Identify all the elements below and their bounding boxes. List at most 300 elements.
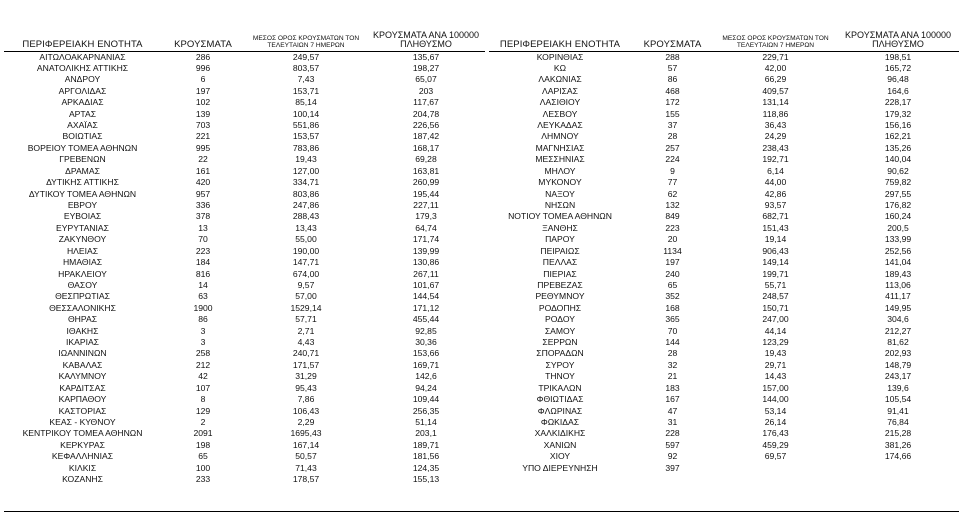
- cases-cell: 161: [195, 165, 211, 176]
- seven-day-average-cell: 42,86: [764, 188, 787, 199]
- table-row: [4, 200, 485, 211]
- per-100k-column-header: ΚΡΟΥΣΜΑΤΑ ΑΝΑ 100000 ΠΛΗΘΥΣΜΟ: [845, 29, 951, 50]
- table-row: [4, 291, 485, 302]
- seven-day-average-cell: 19,43: [295, 154, 317, 165]
- seven-day-average-cell: 149,14: [762, 257, 789, 268]
- cases-cell: 42: [198, 371, 208, 382]
- seven-day-average-cell: 7,86: [297, 394, 315, 405]
- per-100k-cell: 260,99: [412, 177, 440, 188]
- right-table-header: [489, 24, 959, 51]
- seven-day-average-cell: 1695,43: [290, 428, 322, 439]
- cases-cell: 100: [195, 462, 211, 473]
- seven-day-average-cell: 57,00: [295, 291, 317, 302]
- cases-cell: 167: [665, 394, 680, 405]
- seven-day-average-cell: 55,00: [295, 234, 317, 245]
- table-row: [489, 166, 959, 177]
- cases-cell: 221: [195, 131, 211, 142]
- table-row: [489, 177, 959, 188]
- cases-cell: 31: [667, 417, 678, 427]
- seven-day-average-cell: 66,29: [764, 74, 787, 85]
- seven-day-average-cell: 2,71: [297, 325, 315, 336]
- table-row: [489, 314, 959, 325]
- table-row: [489, 428, 959, 439]
- cases-cell: 597: [665, 439, 680, 450]
- region-cell: ΚΩ: [553, 62, 567, 73]
- cases-cell: 184: [195, 257, 211, 268]
- seven-day-average-cell: 199,71: [762, 268, 789, 279]
- seven-day-average-cell: 147,71: [292, 257, 320, 268]
- cases-cell: 703: [195, 120, 211, 131]
- cases-cell: 336: [195, 199, 211, 210]
- per-100k-cell: 195,44: [412, 188, 440, 199]
- table-row: [4, 257, 485, 268]
- table-row: [489, 383, 959, 394]
- region-cell: ΚΕΑΣ - ΚΥΘΝΟΥ: [49, 417, 116, 427]
- region-cell: ΦΛΩΡΙΝΑΣ: [537, 405, 583, 416]
- region-cell: ΛΑΚΩΝΙΑΣ: [538, 74, 582, 85]
- seven-day-average-cell: 57,71: [295, 314, 317, 325]
- per-100k-cell: 179,32: [884, 108, 912, 119]
- table-row: [4, 154, 485, 165]
- table-row: [489, 360, 959, 371]
- region-cell: ΙΚΑΡΙΑΣ: [65, 337, 99, 348]
- per-100k-cell: 304,6: [887, 314, 909, 325]
- table-row: [489, 394, 959, 405]
- cases-cell: 65: [198, 451, 208, 462]
- region-cell: ΚΕΦΑΛΛΗΝΙΑΣ: [51, 451, 114, 462]
- per-100k-cell: 198,51: [884, 51, 912, 62]
- table-row: [489, 371, 959, 382]
- table-row: [4, 246, 485, 257]
- table-row: [4, 131, 485, 142]
- cases-cell: 288: [665, 51, 680, 62]
- per-100k-cell: 169,71: [412, 359, 440, 370]
- per-100k-column-header: ΚΡΟΥΣΜΑΤΑ ΑΝΑ 100000 ΠΛΗΘΥΣΜΟ: [373, 29, 479, 50]
- table-row: [489, 406, 959, 417]
- cases-cell: 129: [195, 405, 211, 416]
- cases-cell: 8: [200, 394, 206, 405]
- seven-day-average-cell: 95,43: [295, 382, 317, 393]
- table-row: [4, 269, 485, 280]
- cases-cell: 132: [665, 199, 680, 210]
- table-row: [489, 63, 959, 74]
- cases-cell: 365: [665, 314, 680, 325]
- per-100k-cell: 113,06: [885, 279, 911, 290]
- region-cell: ΠΕΙΡΑΙΩΣ: [540, 245, 580, 256]
- per-100k-cell: 227,11: [413, 199, 439, 210]
- table-row: [489, 257, 959, 268]
- region-cell: ΠΑΡΟΥ: [545, 234, 575, 245]
- cases-cell: 21: [667, 371, 678, 382]
- region-cell: ΝΑΞΟΥ: [545, 188, 575, 199]
- seven-day-average-cell: 19,14: [764, 234, 787, 245]
- seven-day-average-cell: 55,71: [764, 279, 787, 290]
- per-100k-cell: 142,6: [415, 371, 437, 382]
- table-row: [4, 51, 485, 63]
- per-100k-cell: 96,48: [887, 74, 909, 85]
- table-bottom-rule: [4, 511, 959, 512]
- region-cell: ΣΕΡΡΩΝ: [542, 337, 578, 348]
- cases-cell: 212: [195, 359, 211, 370]
- table-row: [489, 109, 959, 120]
- region-cell: ΑΡΓΟΛΙΔΑΣ: [58, 85, 107, 96]
- seven-day-average-cell: 248,57: [762, 291, 789, 302]
- region-column-header: ΠΕΡΙΦΕΡΕΙΑΚΗ ΕΝΟΤΗΤΑ: [499, 38, 621, 50]
- region-cell: ΞΑΝΘΗΣ: [542, 222, 578, 233]
- table-row: [489, 440, 959, 451]
- cases-cell: 352: [665, 291, 680, 302]
- seven-day-average-cell: 288,43: [292, 211, 320, 222]
- table-row: [489, 211, 959, 222]
- seven-day-average-cell: 144,00: [762, 394, 789, 405]
- region-cell: ΓΡΕΒΕΝΩΝ: [59, 154, 106, 165]
- table-row: [4, 463, 485, 474]
- table-row: [489, 303, 959, 314]
- cases-cell: 168: [665, 302, 680, 313]
- region-cell: ΚΑΒΑΛΑΣ: [62, 359, 103, 370]
- per-100k-cell: 109,44: [412, 394, 440, 405]
- per-100k-cell: 101,67: [412, 279, 440, 290]
- seven-day-average-cell: 36,43: [764, 120, 787, 131]
- seven-day-average-cell: 6,14: [767, 165, 784, 176]
- per-100k-cell: 179,3: [415, 211, 437, 222]
- cases-cell: 224: [665, 154, 680, 165]
- cases-cell: 14: [198, 279, 208, 290]
- per-100k-cell: 91,41: [887, 405, 909, 416]
- table-row: [4, 428, 485, 439]
- per-100k-cell: 171,74: [412, 234, 440, 245]
- region-cell: ΑΝΔΡΟΥ: [64, 74, 101, 85]
- per-100k-cell: 153,66: [412, 348, 440, 359]
- region-cell: ΝΗΣΩΝ: [544, 199, 576, 210]
- cases-cell: 28: [667, 348, 678, 359]
- cases-cell: 102: [195, 97, 211, 108]
- region-cell: ΤΗΝΟΥ: [545, 371, 575, 382]
- seven-day-average-cell: 24,29: [764, 131, 787, 142]
- per-100k-cell: 94,24: [415, 382, 437, 393]
- seven-day-average-cell: 674,00: [292, 268, 320, 279]
- region-cell: ΡΕΘΥΜΝΟΥ: [535, 291, 585, 302]
- cases-cell: 258: [195, 348, 211, 359]
- seven-day-average-cell: 171,57: [292, 359, 320, 370]
- region-cell: ΑΡΚΑΔΙΑΣ: [61, 97, 104, 108]
- seven-day-average-cell: 247,86: [292, 199, 320, 210]
- cases-cell: 1134: [663, 245, 682, 256]
- seven-day-average-cell: 167,14: [292, 439, 320, 450]
- cases-cell: 47: [667, 405, 678, 416]
- cases-cell: 286: [195, 51, 211, 62]
- seven-day-average-cell: 240,71: [292, 348, 320, 359]
- region-cell: ΚΑΛΥΜΝΟΥ: [58, 371, 107, 382]
- table-row: [4, 109, 485, 120]
- region-cell: ΡΟΔΟΥ: [545, 314, 575, 325]
- per-100k-cell: 155,13: [412, 474, 440, 485]
- seven-day-average-cell: 803,86: [292, 188, 320, 199]
- table-row: [489, 417, 959, 428]
- region-cell: ΒΟΙΩΤΙΑΣ: [62, 131, 103, 142]
- seven-day-average-cell: 71,43: [295, 462, 317, 473]
- table-row: [489, 51, 959, 63]
- per-100k-cell: 135,67: [412, 51, 440, 62]
- seven-day-average-cell: 50,57: [295, 451, 317, 462]
- cases-cell: 32: [667, 359, 678, 370]
- seven-day-average-cell: 247,00: [762, 314, 789, 325]
- region-cell: ΦΩΚΙΔΑΣ: [540, 417, 580, 427]
- seven-day-average-cell: 459,29: [762, 439, 789, 450]
- cases-cell: 77: [667, 177, 678, 188]
- cases-cell: 420: [195, 177, 211, 188]
- region-cell: ΑΙΤΩΛΟΑΚΑΡΝΑΝΙΑΣ: [39, 51, 126, 62]
- per-100k-cell: 168,17: [412, 142, 440, 153]
- per-100k-cell: [837, 463, 959, 474]
- cases-cell: 37: [667, 120, 678, 131]
- per-100k-cell: 189,43: [884, 268, 912, 279]
- table-row: [4, 417, 485, 428]
- per-100k-cell: 203: [418, 85, 434, 96]
- region-cell: ΚΑΣΤΟΡΙΑΣ: [58, 405, 107, 416]
- table-row: [489, 131, 959, 142]
- seven-day-average-cell: 783,86: [292, 142, 320, 153]
- seven-day-average-cell: 29,71: [764, 359, 787, 370]
- table-row: [4, 383, 485, 394]
- table-row: [4, 440, 485, 451]
- per-100k-cell: 381,26: [884, 439, 912, 450]
- cases-cell: 240: [665, 268, 680, 279]
- seven-day-average-column-header: ΜΕΣΟΣ ΟΡΟΣ ΚΡΟΥΣΜΑΤΩΝ ΤΟΝ ΤΕΛΕΥΤΑΙΩΝ 7 ΗΜΕΡΩΝ: [252, 34, 360, 49]
- seven-day-average-cell: 1529,14: [290, 302, 322, 313]
- cases-cell: 223: [195, 245, 211, 256]
- cases-cell: 92: [667, 451, 678, 462]
- cases-cell: 172: [665, 97, 680, 108]
- seven-day-average-cell: 190,00: [292, 245, 320, 256]
- region-cell: ΑΡΤΑΣ: [68, 108, 97, 119]
- region-cell: ΧΙΟΥ: [549, 451, 571, 462]
- seven-day-average-cell: 2,29: [297, 417, 315, 427]
- cases-cell: 197: [195, 85, 211, 96]
- seven-day-average-cell: 153,57: [292, 131, 320, 142]
- region-cell: ΝΟΤΙΟΥ ΤΟΜΕΑ ΑΘΗΝΩΝ: [508, 211, 612, 222]
- cases-cell: 57: [667, 62, 678, 73]
- table-row: [4, 120, 485, 131]
- table-row: [4, 406, 485, 417]
- region-cell: ΛΕΥΚΑΔΑΣ: [537, 120, 583, 131]
- table-row: [489, 189, 959, 200]
- table-row: [4, 166, 485, 177]
- cases-cell: 2091: [193, 428, 213, 439]
- per-100k-cell: 163,81: [412, 165, 440, 176]
- cases-cell: 1900: [193, 302, 213, 313]
- per-100k-cell: 176,82: [884, 199, 912, 210]
- per-100k-cell: 130,86: [412, 257, 440, 268]
- cases-cell: 70: [667, 325, 678, 336]
- seven-day-average-cell: 9,57: [297, 279, 315, 290]
- seven-day-average-cell: 176,43: [762, 428, 789, 439]
- region-cell: ΛΑΣΙΘΙΟΥ: [539, 97, 581, 108]
- left-table-header: [4, 24, 485, 51]
- region-cell: ΗΡΑΚΛΕΙΟΥ: [58, 268, 107, 279]
- region-cell: ΛΕΣΒΟΥ: [542, 108, 578, 119]
- per-100k-cell: 759,82: [884, 177, 912, 188]
- region-cell: ΔΥΤΙΚΗΣ ΑΤΤΙΚΗΣ: [46, 177, 119, 188]
- table-row: [4, 177, 485, 188]
- region-cell: ΙΩΑΝΝΙΝΩΝ: [58, 348, 107, 359]
- region-cell: ΔΡΑΜΑΣ: [65, 165, 100, 176]
- per-100k-cell: 228,17: [884, 97, 912, 108]
- region-cell: ΚΕΡΚΥΡΑΣ: [60, 439, 105, 450]
- table-row: [4, 97, 485, 108]
- seven-day-average-cell: 100,14: [292, 108, 320, 119]
- per-100k-cell: 76,84: [887, 417, 909, 427]
- cases-cell: 957: [195, 188, 211, 199]
- per-100k-cell: 171,12: [412, 302, 440, 313]
- region-cell: ΘΕΣΠΡΩΤΙΑΣ: [55, 291, 110, 302]
- table-row: [489, 200, 959, 211]
- seven-day-average-column-header: ΜΕΣΟΣ ΟΡΟΣ ΚΡΟΥΣΜΑΤΩΝ ΤΟΝ ΤΕΛΕΥΤΑΙΩΝ 7 ΗΜΕΡΩΝ: [722, 34, 829, 49]
- region-cell: ΕΥΒΟΙΑΣ: [63, 211, 102, 222]
- per-100k-cell: 144,54: [412, 291, 440, 302]
- seven-day-average-cell: 150,71: [762, 302, 789, 313]
- cases-cell: 144: [665, 337, 680, 348]
- region-cell: ΗΛΕΙΑΣ: [66, 245, 99, 256]
- region-cell: ΕΥΡΥΤΑΝΙΑΣ: [56, 222, 109, 233]
- per-100k-cell: 51,14: [415, 417, 437, 427]
- cases-cell: 86: [667, 74, 678, 85]
- per-100k-cell: 149,95: [884, 302, 912, 313]
- cases-cell: 28: [667, 131, 678, 142]
- seven-day-average-cell: 157,00: [762, 382, 789, 393]
- region-cell: ΚΙΛΚΙΣ: [68, 462, 97, 473]
- seven-day-average-cell: 44,00: [764, 177, 787, 188]
- per-100k-cell: 204,78: [412, 108, 440, 119]
- per-100k-cell: 65,07: [415, 74, 437, 85]
- seven-day-average-cell: 238,43: [762, 142, 789, 153]
- per-100k-cell: 162,21: [884, 131, 912, 142]
- cases-cell: 13: [198, 222, 208, 233]
- region-cell: ΡΟΔΟΠΗΣ: [538, 302, 582, 313]
- seven-day-average-cell: 44,14: [764, 325, 787, 336]
- per-100k-cell: 117,67: [413, 97, 439, 108]
- cases-cell: 9: [670, 165, 675, 176]
- seven-day-average-cell: 803,57: [292, 62, 320, 73]
- cases-cell: 155: [665, 108, 680, 119]
- seven-day-average-cell: 31,29: [295, 371, 317, 382]
- cases-cell: 2: [200, 417, 206, 427]
- region-cell: ΣΠΟΡΑΔΩΝ: [536, 348, 584, 359]
- region-cell: ΗΜΑΘΙΑΣ: [62, 257, 103, 268]
- table-row: [4, 394, 485, 405]
- per-100k-cell: 187,42: [412, 131, 440, 142]
- seven-day-average-cell: 551,86: [292, 120, 320, 131]
- seven-day-average-cell: 123,29: [762, 337, 789, 348]
- region-cell: ΧΑΝΙΩΝ: [543, 439, 577, 450]
- per-100k-cell: 297,55: [884, 188, 912, 199]
- table-row: [489, 74, 959, 85]
- cases-cell: 228: [665, 428, 680, 439]
- left-table-body: [4, 51, 485, 486]
- per-100k-cell: 30,36: [415, 337, 437, 348]
- per-100k-cell: 212,27: [884, 325, 912, 336]
- table-row: [489, 234, 959, 245]
- table-row: [489, 451, 959, 462]
- region-cell: ΚΟΡΙΝΘΙΑΣ: [536, 51, 584, 62]
- seven-day-average-cell: 106,43: [292, 405, 320, 416]
- per-100k-cell: 141,04: [884, 257, 912, 268]
- seven-day-average-cell: [714, 463, 837, 474]
- per-100k-cell: 189,71: [412, 439, 440, 450]
- region-cell: ΧΑΛΚΙΔΙΚΗΣ: [534, 428, 586, 439]
- cases-cell: 233: [195, 474, 211, 485]
- per-100k-cell: 455,44: [412, 314, 440, 325]
- per-100k-cell: 135,26: [884, 142, 912, 153]
- cases-cell: 378: [195, 211, 211, 222]
- region-cell: ΜΗΛΟΥ: [544, 165, 576, 176]
- per-100k-cell: 69,28: [415, 154, 437, 165]
- per-100k-cell: 139,6: [887, 382, 909, 393]
- cases-cell: 468: [665, 85, 680, 96]
- cases-cell: 198: [195, 439, 211, 450]
- table-row: [489, 246, 959, 257]
- cases-column-header: ΚΡΟΥΣΜΑΤΑ: [174, 38, 232, 50]
- per-100k-cell: 267,11: [413, 268, 439, 279]
- seven-day-average-cell: 42,00: [764, 62, 787, 73]
- cases-cell: 183: [665, 382, 680, 393]
- cases-column-header: ΚΡΟΥΣΜΑΤΑ: [643, 38, 702, 50]
- seven-day-average-cell: 409,57: [762, 85, 789, 96]
- seven-day-average-cell: 906,43: [762, 245, 789, 256]
- cases-cell: 6: [200, 74, 206, 85]
- region-cell: ΒΟΡΕΙΟΥ ΤΟΜΕΑ ΑΘΗΝΩΝ: [27, 142, 138, 153]
- per-100k-cell: 200,5: [887, 222, 909, 233]
- per-100k-cell: 139,99: [412, 245, 440, 256]
- per-100k-cell: 243,17: [884, 371, 912, 382]
- table-row: [4, 326, 485, 337]
- region-cell: ΘΕΣΣΑΛΟΝΙΚΗΣ: [49, 302, 116, 313]
- right-cases-table: [489, 24, 959, 474]
- cases-cell: 139: [195, 108, 211, 119]
- table-row: [4, 86, 485, 97]
- table-row: [4, 371, 485, 382]
- per-100k-cell: 156,16: [884, 120, 912, 131]
- region-cell: ΕΒΡΟΥ: [67, 199, 98, 210]
- cases-cell: 65: [667, 279, 678, 290]
- table-row: [4, 348, 485, 359]
- region-cell: ΣΥΡΟΥ: [545, 359, 575, 370]
- per-100k-cell: 202,93: [884, 348, 912, 359]
- table-row: [489, 269, 959, 280]
- cases-cell: 3: [200, 337, 206, 348]
- table-row: [4, 143, 485, 154]
- table-row: [489, 348, 959, 359]
- per-100k-cell: 81,62: [887, 337, 909, 348]
- region-cell: ΤΡΙΚΑΛΩΝ: [538, 382, 582, 393]
- per-100k-cell: 181,56: [412, 451, 440, 462]
- table-row: [4, 280, 485, 291]
- seven-day-average-cell: 118,86: [762, 108, 789, 119]
- region-column-header: ΠΕΡΙΦΕΡΕΙΑΚΗ ΕΝΟΤΗΤΑ: [22, 38, 143, 50]
- region-cell: ΠΙΕΡΙΑΣ: [543, 268, 577, 279]
- seven-day-average-cell: 26,14: [764, 417, 787, 427]
- table-row: [489, 154, 959, 165]
- table-row: [4, 223, 485, 234]
- table-row: [4, 211, 485, 222]
- region-cell: ΛΗΜΝΟΥ: [541, 131, 579, 142]
- per-100k-cell: 215,28: [884, 428, 912, 439]
- per-100k-cell: 203,1: [415, 428, 437, 439]
- region-cell: ΚΑΡΠΑΘΟΥ: [58, 394, 107, 405]
- seven-day-average-cell: 682,71: [762, 211, 789, 222]
- seven-day-average-cell: 7,43: [297, 74, 315, 85]
- table-row: [489, 291, 959, 302]
